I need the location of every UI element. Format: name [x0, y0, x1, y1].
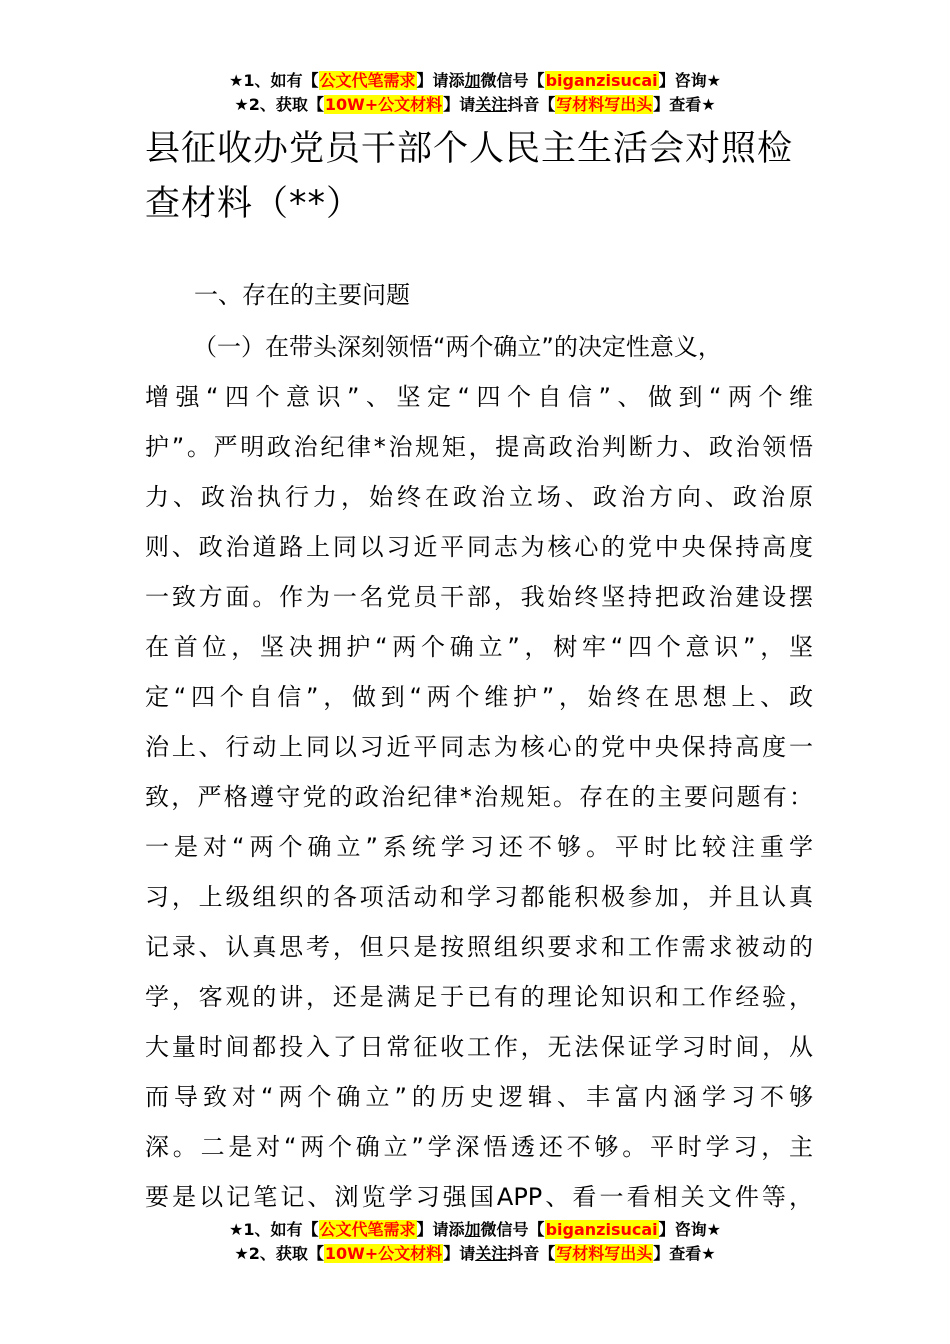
document-title [145, 122, 825, 232]
banner-text: 关注 [475, 95, 508, 114]
body-line: 定“四个自信”，做到“两个维护”，始终在思想上、政 [145, 683, 813, 711]
body-line: 护”。严明政治纪律*治规矩，提高政治判断力、政治领悟 [145, 433, 813, 461]
banner-text: 抖音【 [507, 1244, 556, 1263]
banner-line-1 [0, 1218, 950, 1242]
banner-text: ★2、获取【 [234, 95, 324, 114]
body-line: 大量时间都投入了日常征收工作，无法保证学习时间，从 [145, 1033, 813, 1061]
banner-text: ★2、获取【 [234, 1244, 324, 1263]
banner-highlight: 公文代笔需求 [319, 1220, 416, 1239]
banner-highlight: 公文代笔需求 [319, 71, 416, 90]
banner-text: ★1、如有【 [229, 71, 319, 90]
body-line: （一）在带头深刻领悟“两个确立”的决定性意义， [193, 333, 722, 361]
banner-text: 】请 [443, 1244, 476, 1263]
body-line: 增强“四个意识”、坚定“四个自信”、做到“两个维 [145, 383, 813, 411]
header-banner [0, 69, 950, 117]
section-heading: 一、存在的主要问题 [194, 281, 410, 309]
banner-text: 关注 [475, 1244, 508, 1263]
banner-highlight: 10W+公文材料 [324, 1244, 443, 1263]
banner-text: 】请添 [416, 1220, 465, 1239]
body-line: 习，上级组织的各项活动和学习都能积极参加，并且认真 [145, 883, 813, 911]
body-line: 力、政治执行力，始终在政治立场、政治方向、政治原 [145, 483, 813, 511]
banner-text: 微信号【 [480, 71, 545, 90]
banner-text: 】请 [443, 95, 476, 114]
banner-text: 抖音【 [507, 95, 556, 114]
banner-text: 】查看★ [653, 95, 716, 114]
title-line: 县征收办党员干部个人民主生活会对照检 [145, 129, 794, 169]
body-line: 治上、行动上同以习近平同志为核心的党中央保持高度一 [145, 733, 813, 761]
banner-highlight: biganzisucai [545, 71, 658, 90]
body-line: 要是以记笔记、浏览学习强国APP、看一看相关文件等， [145, 1183, 813, 1211]
banner-text: 加 [464, 71, 481, 90]
body-line: 深。二是对“两个确立”学深悟透还不够。平时学习，主 [145, 1133, 813, 1161]
body-line: 则、政治道路上同以习近平同志为核心的党中央保持高度 [145, 533, 813, 561]
banner-line-1 [0, 69, 950, 93]
banner-text: ★1、如有【 [229, 1220, 319, 1239]
banner-text: 】咨询★ [658, 1220, 721, 1239]
banner-highlight: 10W+公文材料 [324, 95, 443, 114]
body-line: 记录、认真思考，但只是按照组织要求和工作需求被动的 [145, 933, 813, 961]
body-line: 一致方面。作为一名党员干部，我始终坚持把政治建设摆 [145, 583, 813, 611]
banner-line-2 [0, 1242, 950, 1266]
body-line: 学，客观的讲，还是满足于已有的理论知识和工作经验， [145, 983, 813, 1011]
banner-text: 加 [464, 1220, 481, 1239]
banner-highlight: 写材料写出头 [556, 1244, 653, 1263]
banner-text: 微信号【 [480, 1220, 545, 1239]
banner-text: 】咨询★ [658, 71, 721, 90]
banner-text: 】查看★ [653, 1244, 716, 1263]
banner-highlight: biganzisucai [545, 1220, 658, 1239]
body-line: 一是对“两个确立”系统学习还不够。平时比较注重学 [145, 833, 813, 861]
body-line: 在首位，坚决拥护“两个确立”，树牢“四个意识”，坚 [145, 633, 813, 661]
banner-text: 】请添 [416, 71, 465, 90]
title-line: 查材料（**） [145, 184, 363, 224]
banner-highlight: 写材料写出头 [556, 95, 653, 114]
body-line: 而导致对“两个确立”的历史逻辑、丰富内涵学习不够 [145, 1083, 813, 1111]
document-body [145, 322, 813, 1222]
banner-line-2 [0, 93, 950, 117]
footer-banner [0, 1218, 950, 1266]
body-line: 致，严格遵守党的政治纪律*治规矩。存在的主要问题有： [145, 783, 813, 811]
